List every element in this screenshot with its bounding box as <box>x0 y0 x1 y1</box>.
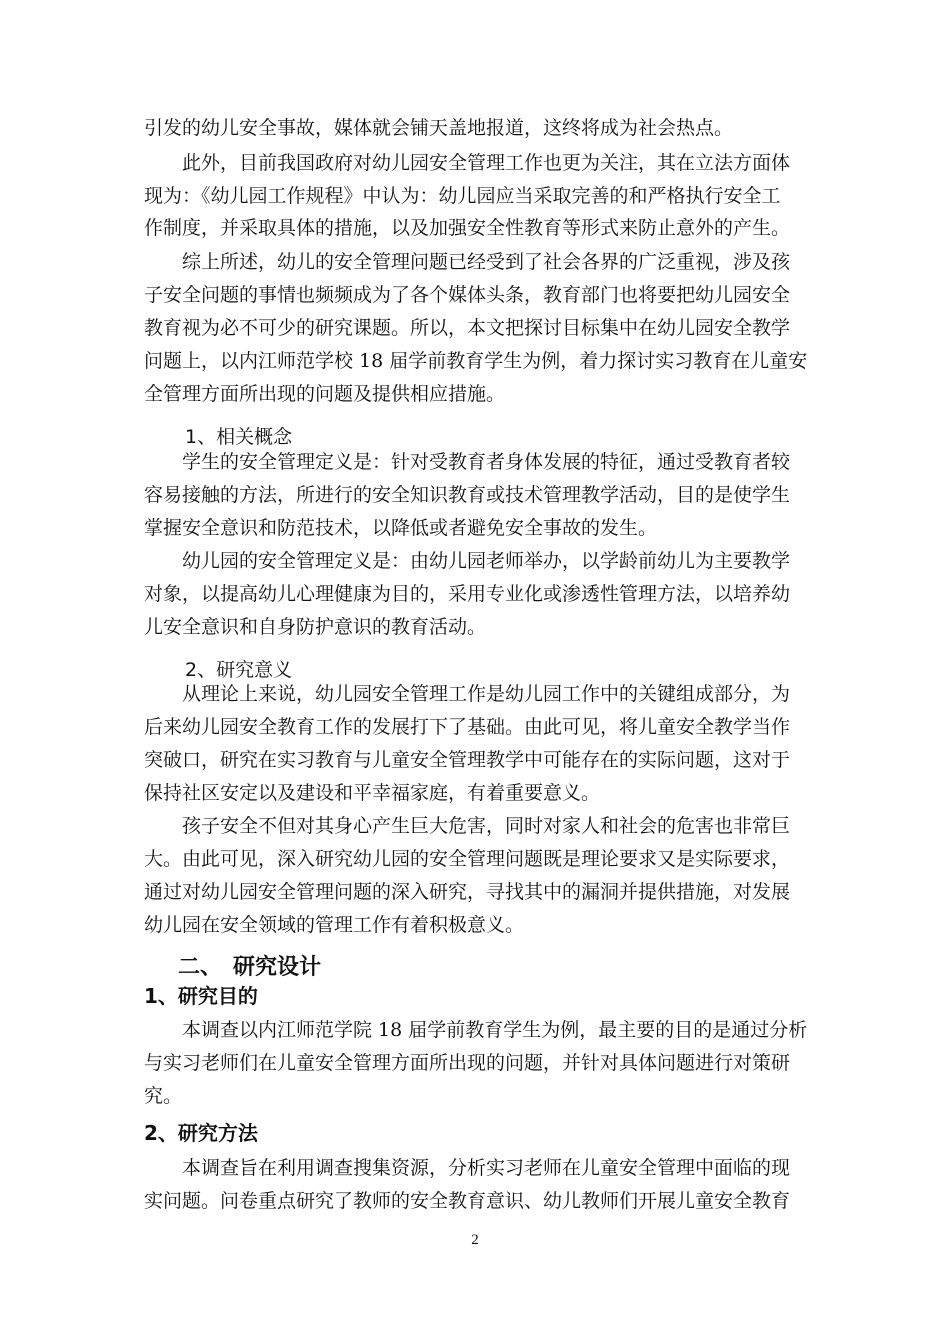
section-heading: 1、相关概念 <box>185 426 293 448</box>
body-line: 作制度，并采取具体的措施，以及加强安全性教育等形式来防止意外的产生。 <box>144 217 791 239</box>
body-line: 本调查旨在利用调查搜集资源，分析实习老师在儿童安全管理中面临的现 <box>144 1157 791 1179</box>
body-line: 究。 <box>144 1085 183 1107</box>
body-line: 现为：《幼儿园工作规程》中认为：幼儿园应当采取完善的和严格执行安全工 <box>144 185 781 207</box>
body-line: 引发的幼儿安全事故，媒体就会铺天盖地报道，这终将成为社会热点。 <box>144 117 734 139</box>
body-line: 大。由此可见，深入研究幼儿园的安全管理问题既是理论要求又是实际要求， <box>144 848 791 870</box>
body-line: 子安全问题的事情也频频成为了各个媒体头条，教育部门也将要把幼儿园安全 <box>144 284 791 306</box>
section-heading: 1、研究目的 <box>144 984 258 1008</box>
body-line: 突破口，研究在实习教育与儿童安全管理教学中可能存在的实际问题，这对于 <box>144 749 791 771</box>
body-line: 幼儿园在安全领域的管理工作有着积极意义。 <box>144 914 525 936</box>
body-line: 综上所述，幼儿的安全管理问题已经受到了社会各界的广泛重视，涉及孩 <box>144 251 791 273</box>
body-line: 保持社区安定以及建设和平幸福家庭，有着重要意义。 <box>144 782 601 804</box>
body-line: 儿安全意识和自身防护意识的教育活动。 <box>144 616 487 638</box>
body-line: 本调查以内江师范学院 18 届学前教育学生为例，最主要的目的是通过分析 <box>144 1019 808 1041</box>
body-line: 容易接触的方法，所进行的安全知识教育或技术管理教学活动，目的是使学生 <box>144 484 791 506</box>
body-line: 实问题。问卷重点研究了教师的安全教育意识、幼儿教师们开展儿童安全教育 <box>144 1190 791 1212</box>
body-line: 教育视为必不可少的研究课题。所以，本文把探讨目标集中在幼儿园安全教学 <box>144 317 791 339</box>
body-line: 通过对幼儿园安全管理问题的深入研究，寻找其中的漏洞并提供措施，对发展 <box>144 881 791 903</box>
chapter-heading: 二、 研究设计 <box>178 955 322 980</box>
body-line: 对象，以提高幼儿心理健康为目的，采用专业化或渗透性管理方法，以培养幼 <box>144 583 791 605</box>
section-heading: 2、研究意义 <box>185 659 293 681</box>
body-line: 学生的安全管理定义是：针对受教育者身体发展的特征，通过受教育者较 <box>144 451 791 473</box>
body-line: 与实习老师们在儿童安全管理方面所出现的问题，并针对具体问题进行对策研 <box>144 1052 791 1074</box>
body-line: 从理论上来说，幼儿园安全管理工作是幼儿园工作中的关键组成部分，为 <box>144 683 791 705</box>
body-line: 幼儿园的安全管理定义是：由幼儿园老师举办，以学龄前幼儿为主要教学 <box>144 550 791 572</box>
body-line: 此外，目前我国政府对幼儿园安全管理工作也更为关注，其在立法方面体 <box>144 152 791 174</box>
page-number: 2 <box>471 1232 479 1248</box>
body-line: 孩子安全不但对其身心产生巨大危害，同时对家人和社会的危害也非常巨 <box>144 815 791 837</box>
body-line: 全管理方面所出现的问题及提供相应措施。 <box>144 383 506 405</box>
body-line: 掌握安全意识和防范技术，以降低或者避免安全事故的发生。 <box>144 517 658 539</box>
body-line: 后来幼儿园安全教育工作的发展打下了基础。由此可见，将儿童安全教学当作 <box>144 716 791 738</box>
section-heading: 2、研究方法 <box>144 1121 258 1145</box>
body-line: 问题上，以内江师范学校 18 届学前教育学生为例，着力探讨实习教育在儿童安 <box>144 350 808 372</box>
